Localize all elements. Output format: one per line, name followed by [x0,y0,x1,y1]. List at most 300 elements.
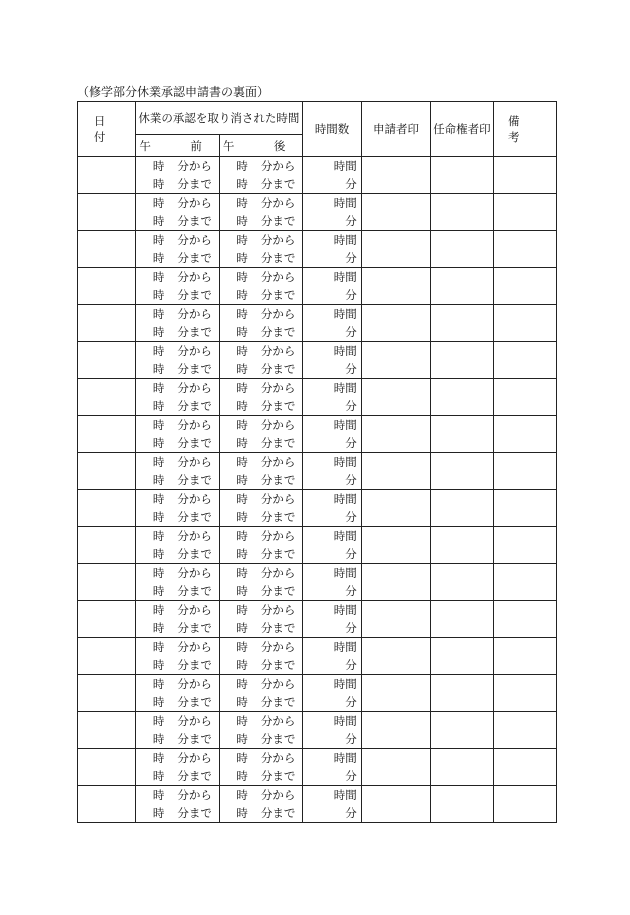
hours-unit-label: 時間 [333,751,357,765]
hour-label: 時 [152,288,165,302]
remarks-cell[interactable] [493,601,556,638]
remarks-cell[interactable] [493,157,556,194]
minutes-unit-label: 分 [345,362,357,376]
until-label: 分まで [260,584,296,598]
hour-label: 時 [152,381,165,395]
remarks-cell[interactable] [493,268,556,305]
until-label: 分まで [177,806,212,820]
hours-cell[interactable] [303,379,361,416]
hour-label: 時 [236,806,248,820]
hour-label: 時 [152,196,165,210]
table-row [78,416,557,453]
pm-time-cell[interactable] [219,786,303,823]
hour-label: 時 [236,732,248,746]
authority-seal-cell[interactable] [431,453,493,490]
hour-label: 時 [236,177,248,191]
until-label: 分まで [177,288,212,302]
applicant-seal-cell[interactable] [361,490,430,527]
authority-seal-cell[interactable] [431,638,493,675]
pm-time-cell[interactable] [219,305,303,342]
date-cell[interactable] [78,194,136,231]
from-label: 分から [177,566,212,580]
hour-label: 時 [152,677,165,691]
minutes-unit-label: 分 [345,806,357,820]
am-time-cell[interactable] [136,342,220,379]
am-time-cell[interactable] [136,379,220,416]
until-label: 分まで [260,362,296,376]
minutes-unit-label: 分 [345,399,357,413]
hours-unit-label: 時間 [333,344,357,358]
pm-time-cell[interactable] [219,490,303,527]
am-time-cell[interactable] [136,490,220,527]
from-label: 分から [177,677,212,691]
hour-label: 時 [152,418,165,432]
am-time-cell[interactable] [136,786,220,823]
hours-cell[interactable] [303,231,361,268]
remarks-cell[interactable] [493,305,556,342]
until-label: 分まで [177,658,212,672]
until-label: 分まで [177,621,212,635]
hours-cell[interactable] [303,601,361,638]
pm-time-cell[interactable] [219,638,303,675]
until-label: 分まで [177,547,212,561]
hours-cell[interactable] [303,527,361,564]
from-label: 分から [177,492,212,506]
hour-label: 時 [152,233,165,247]
applicant-seal-cell[interactable] [361,231,430,268]
hours-unit-label: 時間 [333,159,357,173]
header-hours: 時間数 [303,102,361,157]
until-label: 分まで [177,510,212,524]
applicant-seal-cell[interactable] [361,564,430,601]
hours-cell[interactable] [303,305,361,342]
hours-unit-label: 時間 [333,455,357,469]
hour-label: 時 [236,418,248,432]
until-label: 分まで [177,584,212,598]
authority-seal-cell[interactable] [431,268,493,305]
hours-unit-label: 時間 [333,677,357,691]
until-label: 分まで [177,214,212,228]
am-time-cell[interactable] [136,749,220,786]
pm-time-cell[interactable] [219,231,303,268]
until-label: 分まで [177,473,212,487]
until-label: 分まで [260,547,296,561]
hour-label: 時 [236,566,248,580]
hours-unit-label: 時間 [333,640,357,654]
remarks-cell[interactable] [493,342,556,379]
pm-time-cell[interactable] [219,157,303,194]
applicant-seal-cell[interactable] [361,194,430,231]
remarks-cell[interactable] [493,638,556,675]
hour-label: 時 [236,640,248,654]
hours-unit-label: 時間 [333,270,357,284]
minutes-unit-label: 分 [345,547,357,561]
until-label: 分まで [260,436,296,450]
remarks-cell[interactable] [493,231,556,268]
am-time-cell[interactable] [136,564,220,601]
from-label: 分から [177,529,212,543]
hour-label: 時 [152,325,165,339]
hour-label: 時 [236,769,248,783]
applicant-seal-cell[interactable] [361,268,430,305]
hours-cell[interactable] [303,453,361,490]
hours-cell[interactable] [303,675,361,712]
until-label: 分まで [260,769,296,783]
authority-seal-cell[interactable] [431,601,493,638]
from-label: 分から [177,751,212,765]
authority-seal-cell[interactable] [431,342,493,379]
from-label: 分から [177,714,212,728]
hour-label: 時 [236,307,248,321]
date-cell[interactable] [78,527,136,564]
until-label: 分まで [177,695,212,709]
applicant-seal-cell[interactable] [361,675,430,712]
remarks-cell[interactable] [493,786,556,823]
from-label: 分から [260,529,296,543]
authority-seal-cell[interactable] [431,490,493,527]
pm-time-cell[interactable] [219,194,303,231]
pm-time-cell[interactable] [219,712,303,749]
hour-label: 時 [236,288,248,302]
from-label: 分から [260,751,296,765]
until-label: 分まで [260,806,296,820]
from-label: 分から [177,603,212,617]
date-cell[interactable] [78,416,136,453]
remarks-cell[interactable] [493,194,556,231]
hour-label: 時 [236,695,248,709]
table-row [78,194,557,231]
from-label: 分から [260,418,296,432]
hour-label: 時 [152,732,165,746]
hour-label: 時 [236,251,248,265]
hour-label: 時 [236,196,248,210]
from-label: 分から [260,677,296,691]
applicant-seal-cell[interactable] [361,712,430,749]
applicant-seal-cell[interactable] [361,305,430,342]
authority-seal-cell[interactable] [431,231,493,268]
hour-label: 時 [152,251,165,265]
hours-cell[interactable] [303,268,361,305]
date-cell[interactable] [78,601,136,638]
applicant-seal-cell[interactable] [361,453,430,490]
hour-label: 時 [152,769,165,783]
minutes-unit-label: 分 [345,621,357,635]
hour-label: 時 [152,270,165,284]
hour-label: 時 [152,473,165,487]
remarks-cell[interactable] [493,453,556,490]
hours-cell[interactable] [303,564,361,601]
hours-unit-label: 時間 [333,566,357,580]
am-time-cell[interactable] [136,305,220,342]
from-label: 分から [260,603,296,617]
table-row [78,231,557,268]
pm-time-cell[interactable] [219,416,303,453]
hour-label: 時 [236,399,248,413]
remarks-cell[interactable] [493,675,556,712]
until-label: 分まで [177,732,212,746]
from-label: 分から [177,233,212,247]
until-label: 分まで [260,658,296,672]
authority-seal-cell[interactable] [431,749,493,786]
hour-label: 時 [152,510,165,524]
hour-label: 時 [236,603,248,617]
from-label: 分から [177,640,212,654]
applicant-seal-cell[interactable] [361,527,430,564]
pm-time-cell[interactable] [219,601,303,638]
table-row [78,157,557,194]
until-label: 分まで [260,325,296,339]
from-label: 分から [177,196,212,210]
table-row [78,638,557,675]
authority-seal-cell[interactable] [431,305,493,342]
hour-label: 時 [152,362,165,376]
table-row [78,675,557,712]
from-label: 分から [177,788,212,802]
hour-label: 時 [152,566,165,580]
table-row [78,342,557,379]
table-row [78,527,557,564]
from-label: 分から [177,344,212,358]
from-label: 分から [260,640,296,654]
hour-label: 時 [152,695,165,709]
date-cell[interactable] [78,786,136,823]
hours-cell[interactable] [303,416,361,453]
remarks-cell[interactable] [493,490,556,527]
remarks-cell[interactable] [493,416,556,453]
table-row [78,379,557,416]
hour-label: 時 [236,714,248,728]
until-label: 分まで [177,769,212,783]
hour-label: 時 [152,177,165,191]
pm-time-cell[interactable] [219,675,303,712]
applicant-seal-cell[interactable] [361,638,430,675]
remarks-cell[interactable] [493,379,556,416]
date-cell[interactable] [78,638,136,675]
from-label: 分から [177,381,212,395]
until-label: 分まで [177,362,212,376]
pm-time-cell[interactable] [219,342,303,379]
minutes-unit-label: 分 [345,732,357,746]
hour-label: 時 [236,788,248,802]
remarks-cell[interactable] [493,749,556,786]
am-time-cell[interactable] [136,231,220,268]
hour-label: 時 [152,492,165,506]
applicant-seal-cell[interactable] [361,157,430,194]
pm-time-cell[interactable] [219,564,303,601]
applicant-seal-cell[interactable] [361,416,430,453]
authority-seal-cell[interactable] [431,786,493,823]
header-date: 日 付 [78,102,136,157]
table-row [78,268,557,305]
until-label: 分まで [260,288,296,302]
am-time-cell[interactable] [136,601,220,638]
authority-seal-cell[interactable] [431,675,493,712]
date-cell[interactable] [78,675,136,712]
from-label: 分から [260,233,296,247]
minutes-unit-label: 分 [345,769,357,783]
am-time-cell[interactable] [136,712,220,749]
table-row [78,786,557,823]
minutes-unit-label: 分 [345,436,357,450]
hour-label: 時 [236,473,248,487]
hours-cell[interactable] [303,786,361,823]
hours-cell[interactable] [303,342,361,379]
minutes-unit-label: 分 [345,251,357,265]
header-applicant-seal: 申請者印 [361,102,430,157]
from-label: 分から [177,455,212,469]
applicant-seal-cell[interactable] [361,786,430,823]
from-label: 分から [260,566,296,580]
remarks-cell[interactable] [493,712,556,749]
am-time-cell[interactable] [136,527,220,564]
hour-label: 時 [152,603,165,617]
hours-cell[interactable] [303,638,361,675]
hours-unit-label: 時間 [333,788,357,802]
date-cell[interactable] [78,749,136,786]
date-cell[interactable] [78,564,136,601]
table-row [78,712,557,749]
hour-label: 時 [152,640,165,654]
remarks-cell[interactable] [493,527,556,564]
until-label: 分まで [260,473,296,487]
hours-unit-label: 時間 [333,381,357,395]
minutes-unit-label: 分 [345,510,357,524]
date-cell[interactable] [78,305,136,342]
from-label: 分から [260,714,296,728]
authority-seal-cell[interactable] [431,527,493,564]
until-label: 分まで [177,325,212,339]
from-label: 分から [260,196,296,210]
table-row [78,490,557,527]
hours-cell[interactable] [303,712,361,749]
hour-label: 時 [152,751,165,765]
date-cell[interactable] [78,490,136,527]
until-label: 分まで [260,251,296,265]
from-label: 分から [260,455,296,469]
date-cell[interactable] [78,268,136,305]
authority-seal-cell[interactable] [431,157,493,194]
hour-label: 時 [152,529,165,543]
from-label: 分から [260,788,296,802]
am-time-cell[interactable] [136,157,220,194]
authority-seal-cell[interactable] [431,379,493,416]
pm-time-cell[interactable] [219,453,303,490]
hour-label: 時 [236,455,248,469]
am-time-cell[interactable] [136,675,220,712]
applicant-seal-cell[interactable] [361,601,430,638]
pm-time-cell[interactable] [219,379,303,416]
header-am: 午 前 [136,135,220,157]
minutes-unit-label: 分 [345,695,357,709]
hours-unit-label: 時間 [333,603,357,617]
until-label: 分まで [177,177,212,191]
pm-time-cell[interactable] [219,749,303,786]
header-cancelled-time: 休業の承認を取り消された時間 [136,102,303,135]
am-time-cell[interactable] [136,416,220,453]
date-cell[interactable] [78,712,136,749]
am-time-cell[interactable] [136,194,220,231]
authority-seal-cell[interactable] [431,712,493,749]
from-label: 分から [177,418,212,432]
hours-unit-label: 時間 [333,196,357,210]
applicant-seal-cell[interactable] [361,379,430,416]
minutes-unit-label: 分 [345,473,357,487]
cancellation-record-table [77,101,576,823]
hour-label: 時 [236,510,248,524]
header-authority-seal: 任命権者印 [431,102,493,157]
hours-cell[interactable] [303,490,361,527]
hour-label: 時 [236,362,248,376]
from-label: 分から [260,344,296,358]
hour-label: 時 [236,436,248,450]
hour-label: 時 [152,621,165,635]
hour-label: 時 [236,677,248,691]
hour-label: 時 [236,214,248,228]
applicant-seal-cell[interactable] [361,342,430,379]
table-row [78,749,557,786]
pm-time-cell[interactable] [219,268,303,305]
hour-label: 時 [236,584,248,598]
hour-label: 時 [152,307,165,321]
hours-cell[interactable] [303,749,361,786]
from-label: 分から [177,159,212,173]
authority-seal-cell[interactable] [431,564,493,601]
minutes-unit-label: 分 [345,658,357,672]
am-time-cell[interactable] [136,453,220,490]
hour-label: 時 [152,714,165,728]
hour-label: 時 [236,751,248,765]
until-label: 分まで [260,510,296,524]
hour-label: 時 [152,658,165,672]
applicant-seal-cell[interactable] [361,749,430,786]
minutes-unit-label: 分 [345,214,357,228]
hours-unit-label: 時間 [333,714,357,728]
hours-cell[interactable] [303,157,361,194]
pm-time-cell[interactable] [219,527,303,564]
hour-label: 時 [152,344,165,358]
am-time-cell[interactable] [136,268,220,305]
hours-cell[interactable] [303,194,361,231]
hours-unit-label: 時間 [333,418,357,432]
am-time-cell[interactable] [136,638,220,675]
hour-label: 時 [236,159,248,173]
hour-label: 時 [236,547,248,561]
hour-label: 時 [236,658,248,672]
hour-label: 時 [236,325,248,339]
hour-label: 時 [152,399,165,413]
hour-label: 時 [152,436,165,450]
until-label: 分まで [260,732,296,746]
hours-unit-label: 時間 [333,492,357,506]
authority-seal-cell[interactable] [431,194,493,231]
hour-label: 時 [236,270,248,284]
hour-label: 時 [236,233,248,247]
date-cell[interactable] [78,379,136,416]
remarks-cell[interactable] [493,564,556,601]
from-label: 分から [260,381,296,395]
hours-unit-label: 時間 [333,233,357,247]
date-cell[interactable] [78,453,136,490]
hour-label: 時 [152,547,165,561]
from-label: 分から [260,270,296,284]
until-label: 分まで [260,695,296,709]
authority-seal-cell[interactable] [431,416,493,453]
date-cell[interactable] [78,157,136,194]
date-cell[interactable] [78,231,136,268]
minutes-unit-label: 分 [345,288,357,302]
date-cell[interactable] [78,342,136,379]
from-label: 分から [177,270,212,284]
